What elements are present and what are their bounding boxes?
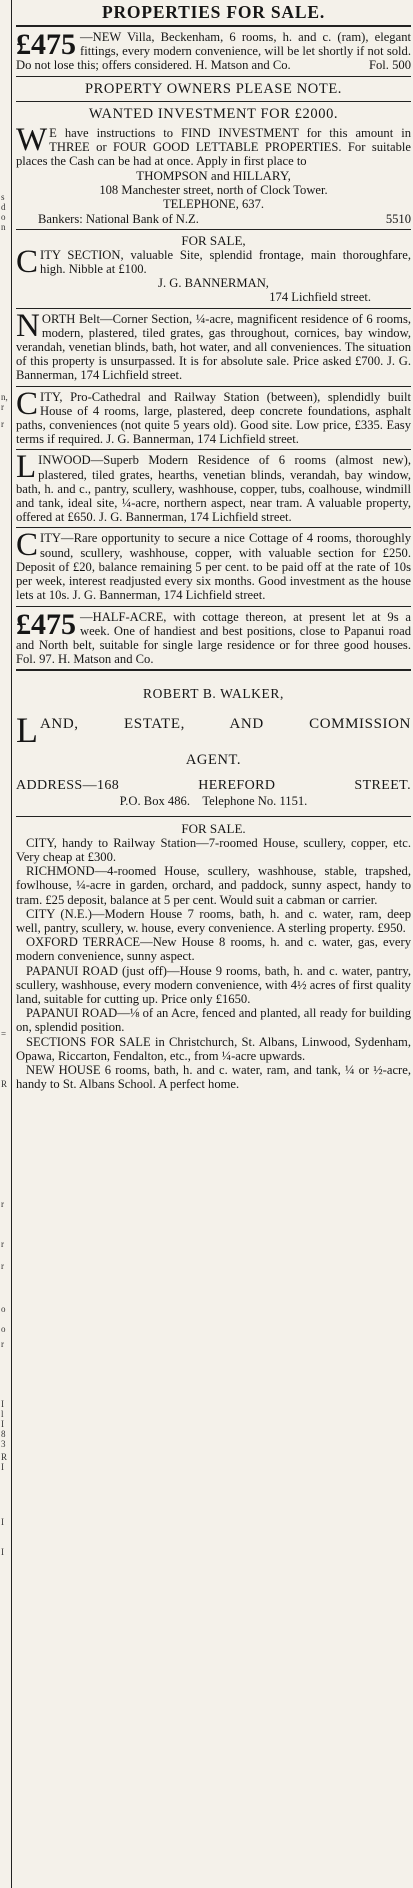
ad-reference: Fol. 500	[369, 58, 411, 73]
gutter-fragment: n	[1, 222, 6, 232]
for-sale-heading: FOR SALE.	[181, 820, 246, 836]
drop-cap: C	[16, 527, 39, 564]
ad-text: INWOOD—Superb Modern Residence of 6 rooms (almost new), plastered, tiled grates, hearths, venetian blinds, verandah, bay window, bath, h. and c., pantry, scullery, washhouse, copper, tubs, coalhouse, windmill and tank, ideal site, ¼-acre, northern aspect, near tram. A valuable property, offered at £650. J. G. Bannerman, 174 Lichfield street.	[16, 453, 411, 525]
divider	[16, 606, 411, 607]
listing-item: PAPANUI ROAD (just off)—House 9 rooms, bath, h. and c. water, pantry, scullery, washhouse, every modern convenience, with 4½ acres of first quality land, suitable for cutting up. Price only £1650.	[16, 963, 411, 1006]
ad-investment	[16, 121, 411, 226]
drop-cap: C	[16, 243, 39, 280]
drop-cap: L	[16, 710, 38, 751]
agent-address: 174 Lichfield street.	[269, 290, 371, 305]
bankers: Bankers: National Bank of N.Z.	[38, 211, 199, 226]
gutter-fragment: r	[1, 419, 4, 429]
ad-robert-walker	[16, 685, 411, 1091]
ad-text: —HALF-ACRE, with cottage thereon, at present let at 9s a week. One of handiest and best positions, close to Papanui road and North belt, suitable for single large residence or for three good houses. Fol. 97. H. Matson and Co.	[16, 609, 411, 667]
drop-cap: N	[16, 307, 40, 344]
gutter-fragment: 8	[1, 1429, 6, 1439]
gutter-fragment: I	[1, 1547, 4, 1557]
column-rule	[11, 0, 12, 1888]
divider	[16, 386, 411, 387]
ad-north-belt	[16, 307, 411, 383]
ad-price: £475	[16, 28, 76, 61]
page-heading: PROPERTIES FOR SALE.	[102, 2, 325, 22]
divider	[16, 229, 411, 230]
agent-contact	[16, 794, 411, 808]
telephone: Telephone No. 1151.	[202, 793, 308, 808]
ad-text: ITY—Rare opportunity to secure a nice Cottage of 4 rooms, thoroughly sound, scullery, washhouse, copper, with valuable section for £250. Deposit of £20, balance remaining 5 per cent. to be paid off at the rate of 10s per week, interest readjusted every six months. Good investment as the house lets at 10s. J. G. Bannerman, 174 Lichfield street.	[16, 531, 411, 603]
divider	[16, 527, 411, 528]
ad-text: ITY SECTION, valuable Site, splendid frontage, main thoroughfare, high. Nibble at £100.	[40, 247, 411, 277]
address-street: HEREFORD	[198, 778, 276, 794]
gutter-fragment: R	[1, 1452, 8, 1462]
divider	[16, 25, 411, 27]
gutter-fragment: r	[1, 1339, 4, 1349]
ad-heading: FOR SALE,	[181, 232, 246, 248]
ad-half-acre	[16, 607, 411, 667]
agent-name: ROBERT B. WALKER,	[143, 686, 284, 702]
ad-city-cottage	[16, 527, 411, 603]
listing-item: NEW HOUSE 6 rooms, bath, h. and c. water, ram, and tank, ¼ or ½-acre, handy to St. Albans School. A perfect home.	[16, 1062, 411, 1092]
notice-subheading: WANTED INVESTMENT FOR £2000.	[88, 105, 339, 122]
gutter-fragment: r	[1, 402, 4, 412]
listing-item: PAPANUI ROAD—⅛ of an Acre, fenced and planted, all ready for building on, splendid position.	[16, 1006, 411, 1035]
notice-heading: PROPERTY OWNERS PLEASE NOTE.	[84, 80, 343, 97]
gutter-fragment: I	[1, 1399, 4, 1409]
ad-price: £475	[16, 607, 76, 641]
firm-name: THOMPSON and HILLARY,	[136, 168, 291, 184]
gutter-fragment: d	[1, 202, 6, 212]
gutter-fragment: o	[1, 1324, 6, 1334]
gutter-fragment: o	[1, 212, 6, 222]
divider	[16, 308, 411, 309]
gutter-fragment: I	[1, 1462, 4, 1472]
gutter-fragment: 3	[1, 1439, 6, 1449]
divider	[16, 669, 411, 671]
listing-item: OXFORD TERRACE—New House 8 rooms, h. and c. water, gas, every modern convenience, sunny aspect.	[16, 935, 411, 964]
gutter-fragment: R	[1, 1079, 8, 1089]
gutter-fragment: r	[1, 1199, 4, 1209]
listing-item: CITY, handy to Railway Station—7-roomed House, scullery, copper, etc. Very cheap at £300.	[16, 835, 411, 864]
gutter-fragment: r	[1, 1261, 4, 1271]
ad-text: E have instructions to FIND INVESTMENT for this amount in THREE or FOUR GOOD LETTABLE PROPERTIES. For suitable places the Cash can be had at once. Apply in first place to	[16, 125, 411, 169]
listing-item: CITY (N.E.)—Modern House 7 rooms, bath, h. and c. water, ram, deep well, pantry, scullery, w. house, every convenience. A sterling property. £950.	[16, 906, 411, 935]
ad-beckenham-villa	[16, 30, 411, 73]
firm-telephone: TELEPHONE, 637.	[162, 197, 265, 212]
gutter-fragment: l	[1, 1409, 4, 1419]
gutter-fragment: s	[1, 192, 5, 202]
classifieds-column	[16, 0, 411, 1091]
ad-pro-cathedral	[16, 385, 411, 447]
divider	[16, 101, 411, 102]
gutter-fragment: n,	[1, 392, 8, 402]
listing-items	[16, 836, 411, 1092]
firm-address: 108 Manchester street, north of Clock Tower.	[99, 183, 328, 198]
ad-city-section	[16, 233, 411, 305]
ad-text: ORTH Belt—Corner Section, ¼-acre, magnificent residence of 6 rooms, modern, plastered, tiled grates, gas throughout, cornices, bay window, verandah, venetian blinds, bath, hot water, and all conveniences. The situation of this property is unsurpassed. It is for absolute sale. Price asked £700. J. G. Bannerman, 174 Lichfield street.	[16, 311, 411, 383]
agent-title: AND, ESTATE, AND COMMISSION	[40, 716, 411, 733]
drop-cap: L	[16, 449, 37, 486]
divider	[16, 449, 411, 450]
divider	[16, 76, 411, 77]
agent-address	[16, 779, 411, 793]
listing-item: SECTIONS FOR SALE in Christchurch, St. Albans, Linwood, Sydenham, Opawa, Riccarton, Fendalton, etc., from ¼-acre upwards.	[16, 1034, 411, 1063]
divider	[16, 816, 411, 817]
listing-item: RICHMOND—4-roomed House, scullery, washhouse, stable, trapshed, fowlhouse, ¼-acre in garden, orchard, and paddock, sunny aspect, handy to tram. £25 deposit, balance at 5 per cent. Would suit a cabman or carrier.	[16, 864, 411, 907]
ad-text: ITY, Pro-Cathedral and Railway Station (between), splendidly built House of 4 rooms, large, plastered, deep concrete foundations, asphalt paths, conveniences (not quite 5 years old). Good site. Low price, £335. Easy terms if required. J. G. Bannerman, 174 Lichfield street.	[16, 389, 411, 447]
agent-title-cont: AGENT.	[185, 752, 242, 769]
gutter-fragment: I	[1, 1517, 4, 1527]
po-box: P.O. Box 486.	[119, 793, 190, 808]
agent-name: J. G. BANNERMAN,	[158, 276, 269, 291]
ad-text: —NEW Villa, Beckenham, 6 rooms, h. and c. (ram), elegant fittings, every modern convenience, will be let shortly if not sold. Do not lose this; offers considered. H. Matson and Co.	[16, 30, 411, 73]
left-column-fragment	[0, 0, 10, 1888]
gutter-fragment: r	[1, 1239, 4, 1249]
address-suffix: STREET.	[354, 778, 411, 794]
gutter-fragment: o	[1, 1304, 6, 1314]
ad-linwood	[16, 449, 411, 525]
drop-cap: W	[16, 121, 48, 158]
gutter-fragment: I	[1, 1419, 4, 1429]
drop-cap: C	[16, 385, 39, 422]
address-label: ADDRESS—168	[16, 778, 120, 794]
ad-reference: 5510	[385, 211, 411, 226]
gutter-fragment: =	[1, 1029, 7, 1039]
